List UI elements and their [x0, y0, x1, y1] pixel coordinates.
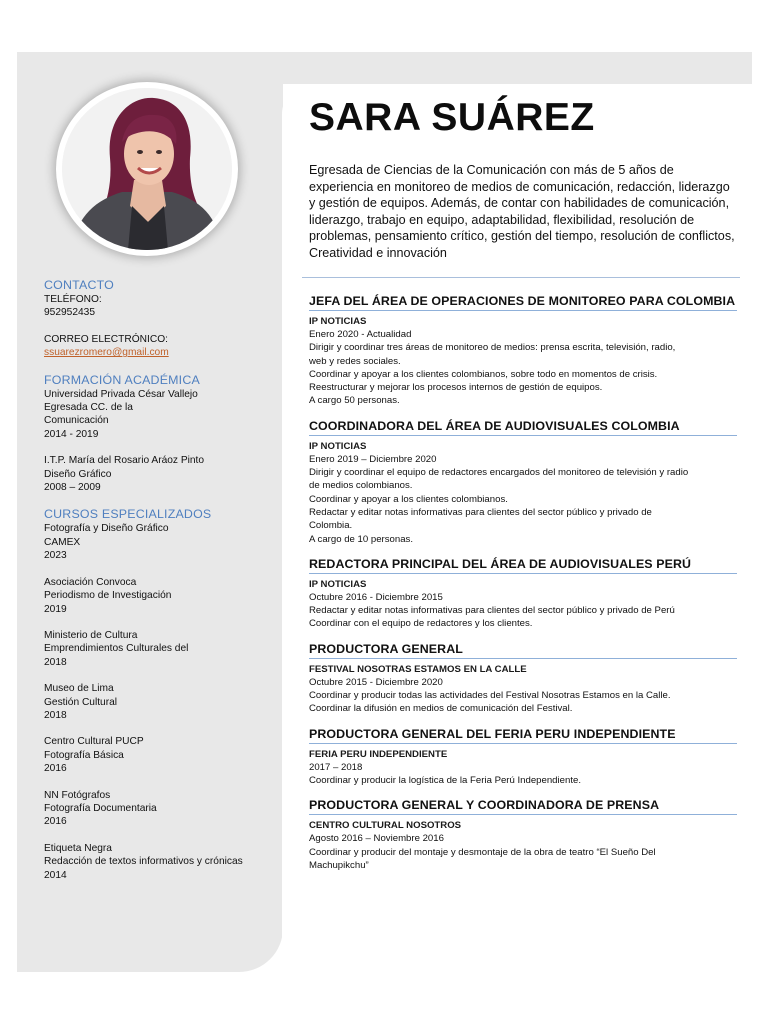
job-title: COORDINADORA DEL ÁREA DE AUDIOVISUALES COLOMBIA	[309, 418, 737, 436]
job-line: de medios colombianos.	[309, 480, 413, 492]
experience-entry	[309, 418, 737, 546]
job-title: PRODUCTORA GENERAL DEL FERIA PERU INDEPENDIENTE	[309, 726, 737, 744]
course-line: 2016	[44, 816, 67, 828]
profile-photo	[62, 88, 232, 250]
course-entry	[44, 629, 272, 669]
job-organization: FERIA PERU INDEPENDIENTE	[309, 748, 448, 760]
education-line: Comunicación	[44, 415, 109, 427]
job-organization: CENTRO CULTURAL NOSOTROS	[309, 820, 462, 832]
education-line: Universidad Privada César Vallejo	[44, 388, 198, 400]
job-line: Coordinar y apoyar a los clientes colombianos, sobre todo en momentos de crisis.	[309, 368, 658, 380]
job-line: web y redes sociales.	[309, 355, 401, 367]
job-line: Enero 2020 - Actualidad	[309, 329, 412, 340]
job-organization: IP NOTICIAS	[309, 578, 367, 590]
job-line: 2017 – 2018	[309, 761, 363, 773]
contact-email-block	[44, 333, 272, 360]
contact-phone-block	[44, 293, 272, 320]
portrait-icon	[62, 88, 232, 250]
course-line: 2018	[44, 656, 67, 668]
course-line: Periodismo de Investigación	[44, 590, 172, 602]
job-title: PRODUCTORA GENERAL Y COORDINADORA DE PRENSA	[309, 797, 737, 815]
course-line: 2018	[44, 709, 67, 721]
course-line: 2023	[44, 550, 67, 562]
course-entry	[44, 735, 272, 775]
experience-entry	[309, 556, 737, 631]
candidate-name: SARA SUÁREZ	[309, 96, 595, 139]
job-line: Redactar y editar notas informativas para clientes del sector público y privado de	[309, 506, 652, 518]
job-line: Octubre 2015 - Diciembre 2020	[309, 676, 443, 688]
course-line: NN Fotógrafos	[44, 789, 111, 801]
contact-section	[44, 278, 272, 360]
job-line: Coordinar y apoyar a los clientes colombianos.	[309, 493, 508, 505]
experience-entry	[309, 641, 737, 716]
job-line: Coordinar con el equipo de redactores y los clientes.	[309, 618, 533, 630]
course-line: Museo de Lima	[44, 683, 114, 695]
course-entry	[44, 789, 272, 829]
course-line: Gestión Cultural	[44, 696, 118, 708]
course-line: Etiqueta Negra	[44, 842, 112, 854]
course-line: Asociación Convoca	[44, 576, 137, 588]
job-line: Enero 2019 – Diciembre 2020	[309, 453, 437, 465]
courses-section	[44, 507, 272, 882]
education-entry	[44, 388, 272, 442]
job-title: REDACTORA PRINCIPAL DEL ÁREA DE AUDIOVISUALES PERÚ	[309, 556, 737, 574]
experience-list	[309, 293, 737, 882]
job-line: Colombia.	[309, 520, 353, 532]
experience-entry	[309, 726, 737, 788]
job-title: PRODUCTORA GENERAL	[309, 641, 737, 659]
job-line: Coordinar la difusión en medios de comunicación del Festival.	[309, 703, 573, 715]
job-line: Coordinar y producir la logística de la Feria Perú Independiente.	[309, 774, 581, 786]
job-line: Reestructurar y mejorar los procesos internos de gestión de equipos.	[309, 382, 603, 394]
course-line: 2016	[44, 763, 67, 775]
course-line: Centro Cultural PUCP	[44, 736, 144, 748]
course-entry	[44, 842, 272, 882]
course-entry	[44, 682, 272, 722]
job-line: A cargo 50 personas.	[309, 395, 400, 407]
job-line: Dirigir y coordinar tres áreas de monitoreo de medios: prensa escrita, televisión, radio,	[309, 342, 676, 354]
education-heading: FORMACIÓN ACADÉMICA	[44, 372, 200, 387]
course-line: 2014	[44, 869, 67, 881]
course-entry	[44, 522, 272, 562]
course-entry	[44, 576, 272, 616]
job-organization: FESTIVAL NOSOTRAS ESTAMOS EN LA CALLE	[309, 663, 527, 675]
experience-entry	[309, 293, 737, 408]
course-line: Fotografía Básica	[44, 749, 124, 761]
job-organization: IP NOTICIAS	[309, 440, 367, 452]
course-line: CAMEX	[44, 536, 81, 548]
job-line: Dirigir y coordinar el equipo de redactores encargados del monitoreo de televisión y radio	[309, 467, 689, 479]
course-line: 2019	[44, 603, 67, 615]
course-line: Redacción de textos informativos y crónicas	[44, 856, 243, 868]
experience-entry	[309, 797, 737, 872]
sidebar	[44, 278, 272, 895]
header-band-background	[235, 52, 752, 84]
job-line: Coordinar y producir del montaje y desmontaje de la obra de teatro “El Sueño Del	[309, 846, 656, 858]
job-line: Redactar y editar notas informativas para clientes del sector público y privado de Perú	[309, 605, 675, 617]
education-line: 2014 - 2019	[44, 428, 99, 440]
email-link[interactable]: ssuarezromero@gmail.com	[44, 347, 169, 359]
course-line: Fotografía Documentaria	[44, 802, 157, 814]
course-line: Fotografía y Diseño Gráfico	[44, 523, 169, 535]
education-entry	[44, 454, 272, 494]
education-section	[44, 373, 272, 495]
section-divider	[302, 277, 740, 278]
contact-heading: CONTACTO	[44, 278, 114, 292]
job-line: Agosto 2016 – Noviembre 2016	[309, 833, 444, 845]
job-line: A cargo de 10 personas.	[309, 533, 414, 545]
job-line: Coordinar y producir todas las actividades del Festival Nosotras Estamos en la Calle.	[309, 690, 671, 702]
education-line: Diseño Gráfico	[44, 468, 112, 480]
phone-value: 952952435	[44, 307, 95, 319]
job-line: Octubre 2016 - Diciembre 2015	[309, 591, 443, 603]
education-line: I.T.P. María del Rosario Aráoz Pinto	[44, 455, 205, 467]
phone-label: TELÉFONO:	[44, 294, 102, 305]
profile-summary: Egresada de Ciencias de la Comunicación con más de 5 años de experiencia en monitoreo de medios de comunicación, redacción, liderazgo y gestión de equipos. Además, de contar con habilidades de comunicación, liderazgo, trabajo en equipo, adaptabilidad, flexibilidad, resolución de problemas, pensamiento crítico, gestión del tiempo, resolución de conflictos, Creatividad e innovación	[309, 163, 735, 260]
job-title: JEFA DEL ÁREA DE OPERACIONES DE MONITOREO PARA COLOMBIA	[309, 293, 737, 311]
job-organization: IP NOTICIAS	[309, 316, 367, 327]
email-label: CORREO ELECTRÓNICO:	[44, 333, 168, 345]
course-line: Ministerio de Cultura	[44, 629, 138, 641]
education-line: 2008 – 2009	[44, 482, 101, 494]
courses-heading: CURSOS ESPECIALIZADOS	[44, 507, 212, 522]
course-line: Emprendimientos Culturales del	[44, 643, 189, 655]
job-line: Machupikchu”	[309, 859, 369, 871]
education-line: Egresada CC. de la	[44, 402, 133, 414]
